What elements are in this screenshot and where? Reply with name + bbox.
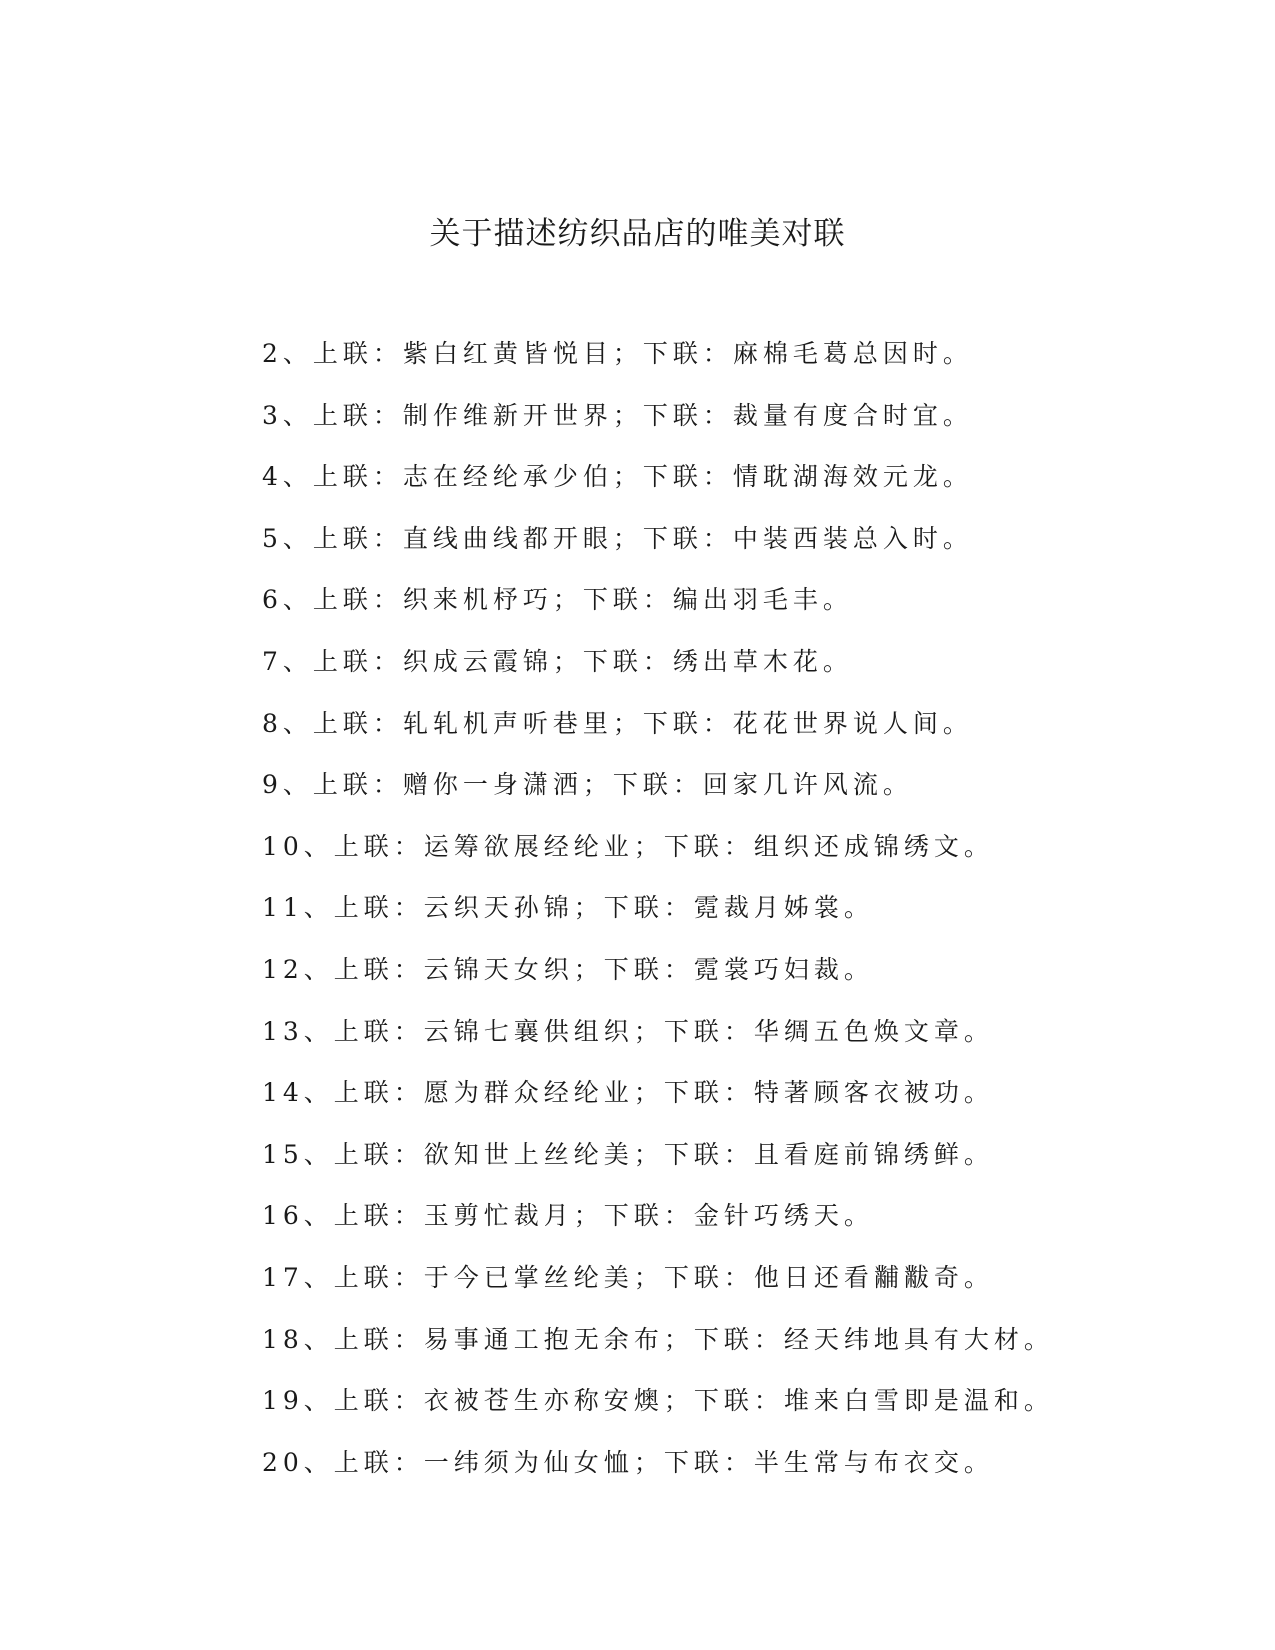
couplet-line: 6、上联：织来机杼巧；下联：编出羽毛丰。 bbox=[262, 585, 853, 615]
couplet-line: 13、上联：云锦七襄供组织；下联：华绸五色焕文章。 bbox=[262, 1016, 994, 1046]
document-title: 关于描述纺织品店的唯美对联 bbox=[429, 216, 846, 252]
couplet-line: 4、上联：志在经纶承少伯；下联：情耽湖海效元龙。 bbox=[262, 462, 973, 492]
couplet-line: 11、上联：云织天孙锦；下联：霓裁月姊裳。 bbox=[262, 893, 874, 923]
couplet-line: 15、上联：欲知世上丝纶美；下联：且看庭前锦绣鲜。 bbox=[262, 1139, 994, 1169]
couplet-line: 18、上联：易事通工抱无余布；下联：经天纬地具有大材。 bbox=[262, 1324, 1054, 1354]
couplet-line: 20、上联：一纬须为仙女恤；下联：半生常与布衣交。 bbox=[262, 1447, 994, 1477]
couplet-line: 9、上联：赠你一身潇洒；下联：回家几许风流。 bbox=[262, 770, 913, 800]
couplet-line: 19、上联：衣被苍生亦称安燠；下联：堆来白雪即是温和。 bbox=[262, 1386, 1054, 1416]
couplet-line: 14、上联：愿为群众经纶业；下联：特著顾客衣被功。 bbox=[262, 1078, 994, 1108]
couplet-line: 2、上联：紫白红黄皆悦目；下联：麻棉毛葛总因时。 bbox=[262, 339, 973, 368]
couplet-line: 8、上联：轧轧机声听巷里；下联：花花世界说人间。 bbox=[262, 708, 973, 738]
couplet-line: 5、上联：直线曲线都开眼；下联：中装西装总入时。 bbox=[262, 523, 973, 553]
couplet-line: 17、上联：于今已掌丝纶美；下联：他日还看黼黻奇。 bbox=[262, 1262, 994, 1292]
couplet-line: 12、上联：云锦天女织；下联：霓裳巧妇裁。 bbox=[262, 954, 874, 984]
couplet-line: 10、上联：运筹欲展经纶业；下联：组织还成锦绣文。 bbox=[262, 831, 994, 861]
couplet-line: 3、上联：制作维新开世界；下联：裁量有度合时宜。 bbox=[262, 400, 973, 430]
couplet-line: 16、上联：玉剪忙裁月；下联：金针巧绣天。 bbox=[262, 1201, 874, 1231]
couplet-list bbox=[262, 332, 1054, 1502]
couplet-line: 7、上联：织成云霞锦；下联：绣出草木花。 bbox=[262, 646, 853, 676]
